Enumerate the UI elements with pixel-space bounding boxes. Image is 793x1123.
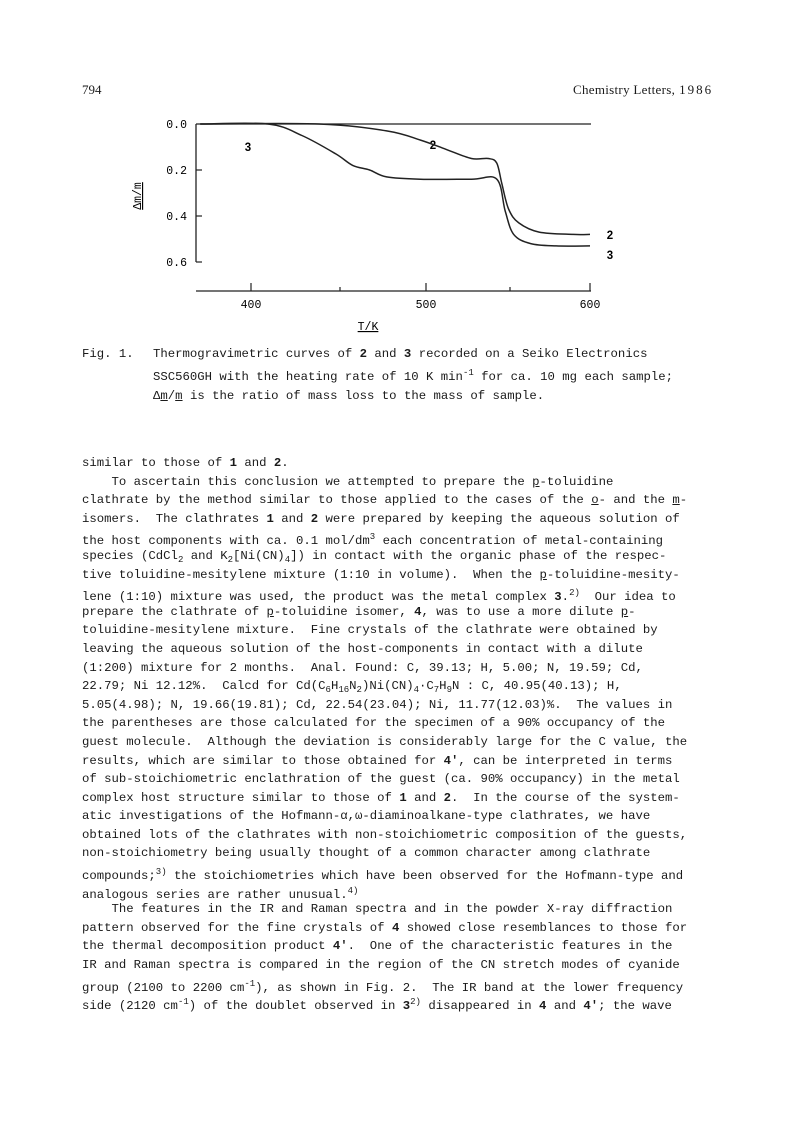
subscript: 16 (338, 685, 350, 696)
text-line (82, 975, 722, 994)
text-span: - (679, 493, 688, 508)
y-tick-label: 0.6 (166, 257, 187, 270)
text-span: group (2100 to 2200 cm (82, 980, 245, 995)
text-span: species (CdCl (82, 548, 178, 563)
text-line (82, 937, 722, 956)
citation: 4) (347, 885, 359, 896)
text-span: the thermal decomposition product (82, 939, 333, 954)
caption-text: SSC560GH with the heating rate of 10 K min (153, 370, 463, 384)
text-span: To ascertain this conclusion we attempted to prepare the (82, 474, 533, 489)
text-span: p (532, 474, 540, 489)
compound-ref: 3 (403, 347, 412, 361)
text-span: [Ni(CN) (233, 548, 285, 563)
text-span: - (628, 604, 636, 619)
text-span: and (273, 511, 311, 526)
text-line (82, 882, 722, 901)
text-span: and (546, 999, 584, 1014)
text-span: ; the wave (598, 999, 672, 1014)
tg-curve-2 (200, 123, 590, 234)
text-line (82, 510, 722, 529)
subscript: 2 (227, 554, 234, 565)
curve-label-3-end: 3 (606, 250, 614, 262)
figure-caption (82, 345, 722, 406)
text-span: lene (1:10) mixture was used, the product was the metal complex (82, 590, 555, 605)
caption-text: is the ratio of mass loss to the mass of sample. (182, 389, 545, 403)
text-span: side (2120 cm (82, 999, 178, 1014)
curve-label-2-top: 2 (429, 140, 437, 152)
text-span: . (561, 590, 570, 605)
text-line (82, 473, 722, 492)
tg-curve-3 (200, 123, 590, 246)
citation: 3) (155, 867, 167, 878)
text-line: toluidine-mesitylene mixture. Fine crystals of the clathrate were obtained by (82, 623, 658, 638)
y-axis-label: Δm/m (132, 182, 145, 210)
text-span: results, which are similar to those obtained for (82, 753, 444, 768)
citation: 2) (410, 997, 421, 1008)
caption-text: for ca. 10 mg each sample; (473, 370, 673, 384)
curve-label-2-end: 2 (606, 230, 614, 242)
compound-ref: 4 (414, 604, 422, 619)
y-tick-label: 0.2 (166, 165, 187, 178)
x-tick-label: 400 (240, 299, 262, 312)
compound-ref: 4' (443, 753, 459, 768)
text-span: m (672, 493, 680, 508)
caption-text: / (167, 389, 176, 403)
compound-ref: 1 (229, 456, 237, 470)
text-span: . One of the characteristic features in the (347, 939, 673, 954)
compound-ref: 2 (443, 790, 451, 805)
text-span: each concentration of metal-containing (375, 534, 663, 549)
compound-ref: 4 (539, 999, 547, 1014)
text-line: IR and Raman spectra is compared in the region of the CN stretch modes of cyanide (82, 958, 680, 973)
superscript: 3 (369, 532, 376, 543)
text-span: p (620, 604, 629, 619)
superscript: -1 (177, 997, 189, 1008)
caption-label: Fig. 1. (82, 347, 134, 361)
x-tick-label: 600 (579, 299, 601, 312)
text-line (82, 547, 722, 566)
text-span: and (236, 456, 274, 470)
text-line (82, 752, 722, 771)
text-span: -toluidine-mesity- (546, 567, 680, 582)
text-line (82, 863, 722, 882)
text-span: 22.79; Ni 12.12%. Calcd for Cd(C (82, 679, 326, 694)
text-span: . (281, 456, 289, 470)
text-line (82, 491, 722, 510)
compound-ref: 4' (583, 999, 599, 1014)
text-span: -toluidine (539, 474, 614, 489)
text-span: H (439, 679, 447, 694)
text-span: pattern observed for the fine crystals of (82, 920, 392, 935)
text-span: p (266, 604, 274, 619)
text-span: ·C (419, 679, 434, 694)
text-span: )Ni(CN) (361, 679, 414, 694)
text-line: the parentheses are those calculated for the specimen of a 90% occupancy of the (82, 716, 665, 731)
text-line: non-stoichiometry being usually thought of a common character among clathrate (82, 846, 651, 861)
text-span: showed close resemblances to those for (399, 920, 688, 935)
y-tick-label: 0.0 (166, 119, 187, 132)
page-number: 794 (82, 82, 102, 97)
text-span: similar to those of (82, 456, 230, 470)
superscript: -1 (462, 368, 474, 378)
text-span: the host components with ca. 0.1 mol/dm (82, 534, 370, 549)
compound-ref: 4 (391, 920, 400, 935)
text-line (82, 919, 722, 938)
subscript: 4 (413, 685, 419, 696)
text-line: 5.05(4.98); N, 19.66(19.81); Cd, 22.54(23.04); Ni, 11.77(12.03)%. The values in (82, 697, 673, 712)
text-line (82, 528, 722, 547)
text-span: compounds; (82, 869, 156, 884)
text-line: The features in the IR and Raman spectra and in the powder X-ray diffraction (82, 902, 673, 917)
text-line: atic investigations of the Hofmann-α,ω-diaminoalkane-type clathrates, we have (82, 809, 651, 824)
text-span: and (406, 790, 444, 805)
compound-ref: 1 (266, 511, 274, 526)
compound-ref: 1 (399, 790, 407, 805)
text-line: leaving the aqueous solution of the host-components in contact with a dilute (82, 641, 643, 656)
caption-text: Δ (153, 389, 161, 403)
text-line: obtained lots of the clathrates with non-stoichiometric composition of the guests, (82, 827, 688, 842)
text-span: o (591, 493, 599, 508)
text-line (82, 454, 722, 473)
text-line (82, 566, 722, 585)
text-span: prepare the clathrate of (82, 604, 267, 619)
text-span: , was to use a more dilute (421, 604, 621, 619)
journal-title: Chemistry Letters, (573, 82, 676, 97)
subscript: 4 (284, 554, 291, 565)
text-span: . In the course of the system- (451, 790, 680, 805)
text-span: disappeared in (420, 999, 540, 1014)
text-span: ]) in contact with the organic phase of the respec- (290, 548, 667, 563)
caption-text: Thermogravimetric curves of (153, 347, 360, 361)
subscript: 2 (177, 554, 184, 565)
text-span: N : C, 40.95(40.13); H, (451, 679, 622, 694)
subscript: 6 (325, 685, 331, 696)
text-span: , can be interpreted in terms (458, 753, 673, 768)
citation: 2) (569, 588, 580, 599)
caption-text: and (367, 347, 404, 361)
plot-area (132, 119, 613, 334)
text-line: of sub-stoichiometric enclathration of the guest (ca. 90% occupancy) in the metal (82, 772, 680, 787)
text-span: p (539, 567, 547, 582)
subscript: 9 (446, 685, 452, 696)
subscript: 7 (433, 685, 440, 696)
thermogravimetric-figure (0, 0, 793, 340)
compound-ref: 3 (402, 999, 411, 1014)
journal-year: 1986 (679, 82, 714, 97)
text-span: clathrate by the method similar to those applied to the cases of the (82, 493, 592, 508)
text-span: ) of the doublet observed in (188, 999, 403, 1014)
text-span: -toluidine isomer, (273, 604, 415, 619)
text-span: - and the (598, 493, 673, 508)
text-span: were prepared by keeping the aqueous solution of (318, 511, 680, 526)
text-line: (1:200) mixture for 2 months. Anal. Found: C, 39.13; H, 5.00; N, 19.59; Cd, (82, 660, 643, 675)
text-span: Our idea to (579, 590, 676, 605)
compound-ref: 2 (273, 456, 282, 470)
text-span: N (349, 679, 357, 694)
text-line: guest molecule. Although the deviation is considerably large for the C value, the (82, 734, 688, 749)
text-span: H (330, 679, 339, 694)
x-tick-label: 500 (415, 299, 437, 312)
text-span: analogous series are rather unusual. (82, 887, 348, 902)
curve-label-3-top: 3 (244, 142, 252, 154)
text-span: ), as shown in Fig. 2. The IR band at the lower frequency (255, 980, 684, 995)
text-line (82, 993, 722, 1012)
compound-ref: 2 (359, 347, 368, 361)
compound-ref: 3 (554, 590, 562, 605)
text-line (82, 677, 722, 696)
caption-text: m (175, 389, 183, 403)
text-line (82, 584, 722, 603)
text-span: isomers. The clathrates (82, 511, 267, 526)
subscript: 2 (356, 685, 362, 696)
text-line (82, 603, 722, 622)
compound-ref: 4' (332, 939, 348, 954)
compound-ref: 2 (310, 511, 319, 526)
caption-text: recorded on a Seiko Electronics (411, 347, 648, 361)
superscript: -1 (244, 978, 256, 989)
text-span: and K (183, 548, 228, 563)
x-axis-label: T/K (357, 321, 379, 334)
text-line (82, 789, 722, 808)
text-span: complex host structure similar to those of (82, 790, 400, 805)
text-span: tive toluidine-mesitylene mixture (1:10 in volume). When the (82, 567, 540, 582)
y-tick-label: 0.4 (166, 211, 187, 224)
body-text (82, 454, 722, 1012)
caption-text: m (160, 389, 168, 403)
text-span: the stoichiometries which have been observed for the Hofmann-type and (166, 869, 684, 884)
